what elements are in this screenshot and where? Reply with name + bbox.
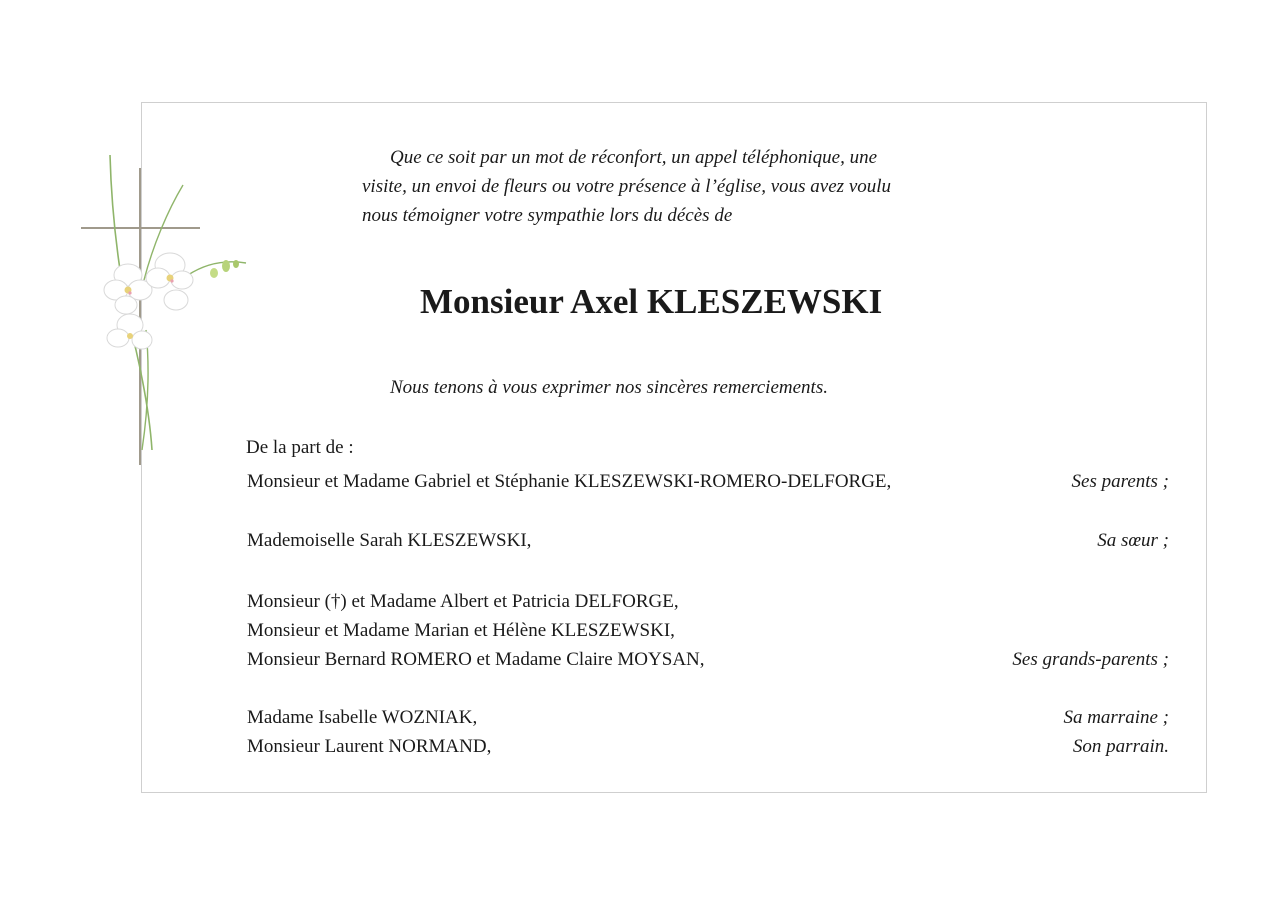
family-member: Monsieur (†) et Madame Albert et Patricia DELFORGE, [247, 591, 679, 612]
sister-group [247, 526, 1169, 555]
family-member: Monsieur Laurent NORMAND, [247, 736, 492, 757]
family-member: Monsieur et Madame Marian et Hélène KLESZEWSKI, [247, 620, 675, 641]
parents-group [247, 467, 1169, 496]
family-row [247, 467, 1169, 496]
relationship-label: Sa marraine ; [1063, 707, 1169, 728]
family-row [247, 616, 1169, 645]
family-member: Monsieur et Madame Gabriel et Stéphanie KLESZEWSKI-ROMERO-DELFORGE, [247, 471, 892, 492]
relationship-label: Son parrain. [1072, 736, 1169, 757]
family-row [247, 645, 1169, 674]
intro-line-1: Que ce soit par un mot de réconfort, un appel téléphonique, une [390, 147, 878, 168]
family-row [247, 703, 1169, 732]
grandparents-group [247, 587, 1169, 674]
family-member: Madame Isabelle WOZNIAK, [247, 707, 478, 728]
intro-line-2: visite, un envoi de fleurs ou votre présence à l’église, vous avez voulu [362, 176, 892, 197]
family-row [247, 526, 1169, 555]
relationship-label: Sa sœur ; [1097, 530, 1169, 551]
relationship-label: Ses parents ; [1071, 471, 1169, 492]
cross-with-orchid-icon [78, 150, 253, 470]
family-row [247, 587, 1169, 616]
family-row [247, 732, 1169, 761]
from-label: De la part de : [246, 437, 354, 458]
thanks-line: Nous tenons à vous exprimer nos sincères remerciements. [390, 377, 828, 398]
family-member: Monsieur Bernard ROMERO et Madame Claire MOYSAN, [247, 649, 705, 670]
relationship-label: Ses grands-parents ; [1012, 649, 1169, 670]
intro-line-3: nous témoigner votre sympathie lors du décès de [362, 205, 733, 226]
godparents-group [247, 703, 1169, 761]
deceased-name: Monsieur Axel KLESZEWSKI [420, 282, 883, 321]
family-member: Mademoiselle Sarah KLESZEWSKI, [247, 530, 532, 551]
intro-paragraph [362, 143, 1052, 230]
